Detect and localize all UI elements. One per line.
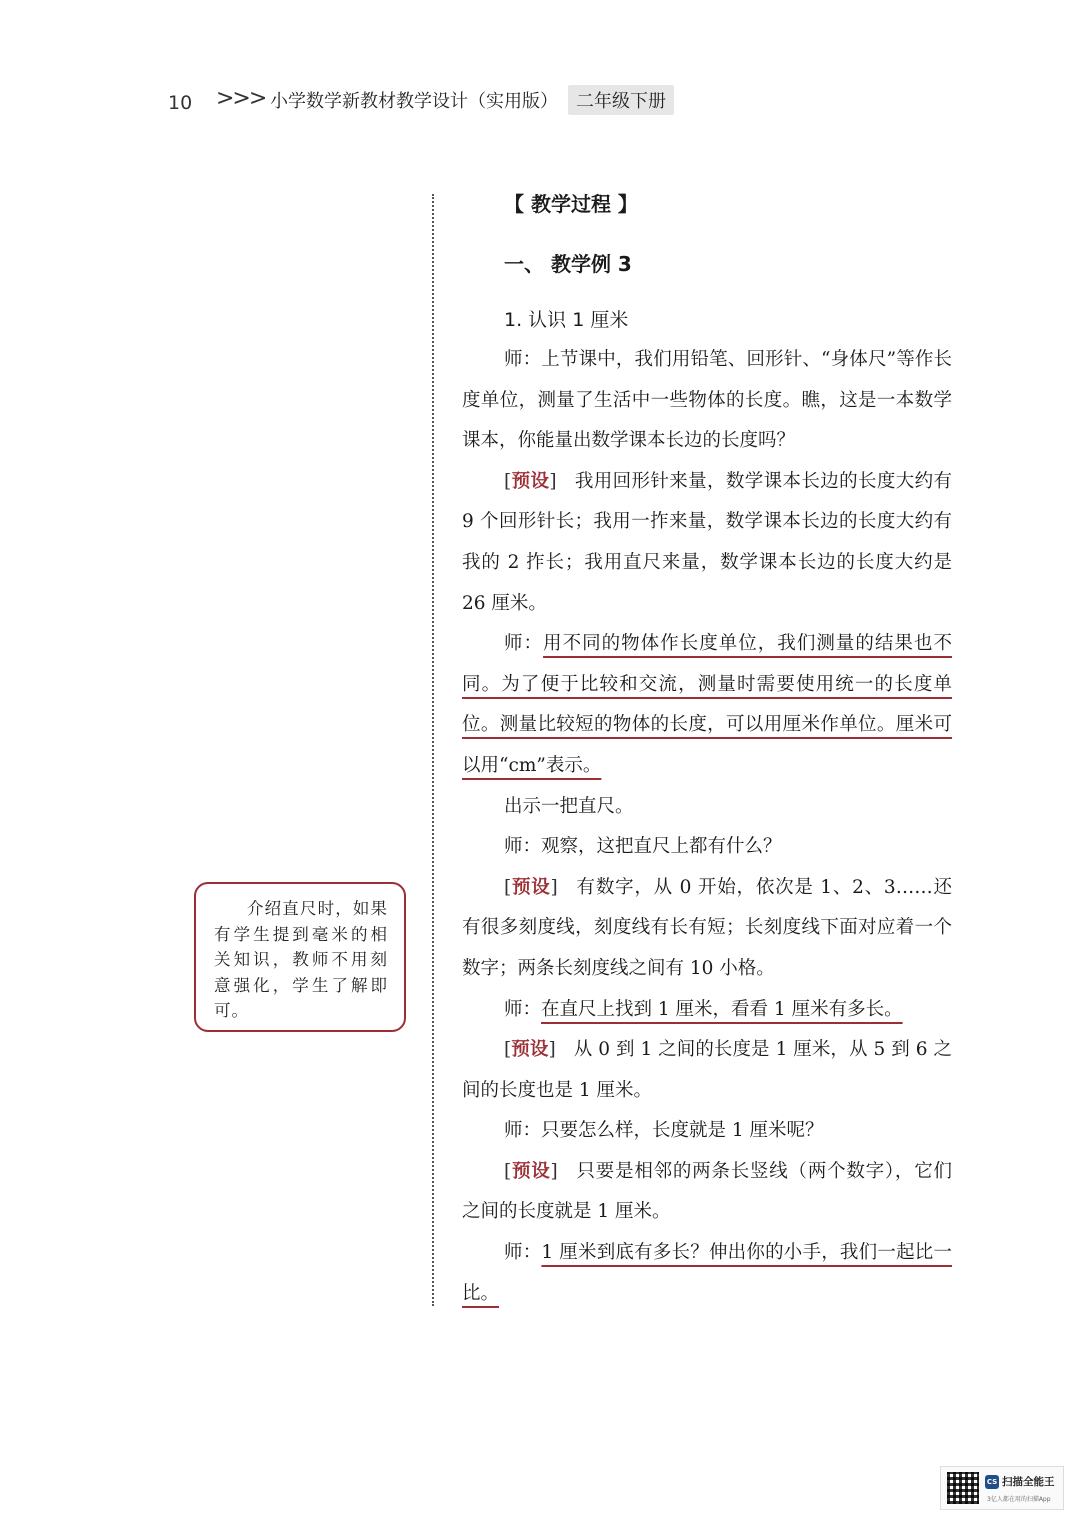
tag-open-bracket: [ [504, 876, 512, 898]
paragraph-preset-4 [462, 1152, 952, 1233]
scanner-tagline: 3亿人都在用的扫描App [987, 1496, 1051, 1503]
paragraph-preset-3 [462, 1030, 952, 1111]
paragraph-teacher-intro: 师：上节课中，我们用铅笔、回形针、“身体尺”等作长度单位，测量了生活中一些物体的长度。瞧，这是一本数学课本，你能量出数学课本长边的长度吗？ [462, 349, 952, 452]
book-title: 小学数学新教材教学设计（实用版） [270, 91, 558, 112]
preset-text: 我用回形针来量，数学课本长边的长度大约有 9 个回形针长；我用一拃来量，数学课本长边的长度大约有我的 2 拃长；我用直尺来量，数学课本长边的长度大约是 26 厘米。 [462, 470, 952, 614]
grade-tag: 二年级下册 [568, 85, 674, 115]
subheading: 1. 认识 1 厘米 [504, 309, 629, 331]
scanner-logo-icon: CS [985, 1475, 999, 1489]
scanner-app-name: 扫描全能王 [1002, 1476, 1055, 1488]
paragraph-teacher-question: 师：只要怎么样，长度就是 1 厘米呢？ [504, 1120, 824, 1142]
speaker-label: 师： [504, 633, 544, 655]
preset-text: 有数字，从 0 开始，依次是 1、2、3……还有很多刻度线，刻度线有长有短；长刻度线下面对应着一个数字；两条长刻度线之间有 10 小格。 [462, 876, 952, 979]
page-number: 10 [168, 92, 193, 114]
paragraph-teacher-compare [462, 1233, 952, 1314]
tag-close-bracket: ] [548, 1039, 556, 1061]
paragraph-teacher-find [462, 990, 952, 1031]
dotted-divider [432, 194, 434, 1306]
chevrons-icon: >>> [216, 86, 266, 111]
tag-open-bracket: [ [504, 470, 512, 492]
preset-tag: 预设 [511, 470, 550, 492]
tag-close-bracket: ] [550, 876, 558, 898]
paragraph-preset-2 [462, 868, 952, 990]
page-header [0, 84, 1080, 124]
preset-text: 从 0 到 1 之间的长度是 1 厘米，从 5 到 6 之间的长度也是 1 厘米。 [462, 1039, 952, 1101]
speaker-label: 师： [504, 998, 542, 1020]
main-content [462, 186, 952, 1314]
paragraph-preset-1 [462, 462, 952, 624]
section-title: 【 教学过程 】 [504, 192, 638, 216]
scanner-watermark [940, 1466, 1064, 1510]
paragraph-show-ruler: 出示一把直尺。 [504, 795, 634, 817]
preset-tag: 预设 [511, 1160, 551, 1182]
preset-tag: 预设 [511, 876, 551, 898]
qr-code-icon [947, 1472, 979, 1504]
underlined-text: 用不同的物体作长度单位，我们测量的结果也不同。为了便于比较和交流，测量时需要使用统一的长度单位。测量比较短的物体的长度，可以用厘米作单位。厘米可以用“cm”表示。 [462, 633, 952, 776]
margin-note-text: 介绍直尺时，如果有学生提到毫米的相关知识，教师不用刻意强化，学生了解即可。 [214, 899, 388, 1020]
underlined-text: 1 厘米到底有多长？伸出你的小手，我们一起比一比。 [462, 1242, 952, 1304]
part-heading: 一、 教学例 3 [504, 252, 632, 276]
margin-note [194, 882, 406, 1032]
speaker-label: 师： [504, 1242, 542, 1264]
underlined-text: 在直尺上找到 1 厘米，看看 1 厘米有多长。 [541, 998, 903, 1020]
preset-tag: 预设 [511, 1039, 549, 1061]
tag-close-bracket: ] [549, 470, 557, 492]
paragraph-teacher-units [462, 624, 952, 786]
tag-close-bracket: ] [550, 1160, 558, 1182]
tag-open-bracket: [ [504, 1039, 512, 1061]
tag-open-bracket: [ [504, 1160, 512, 1182]
preset-text: 只要是相邻的两条长竖线（两个数字），它们之间的长度就是 1 厘米。 [462, 1160, 952, 1223]
paragraph-teacher-observe: 师：观察，这把直尺上都有什么？ [504, 836, 782, 858]
